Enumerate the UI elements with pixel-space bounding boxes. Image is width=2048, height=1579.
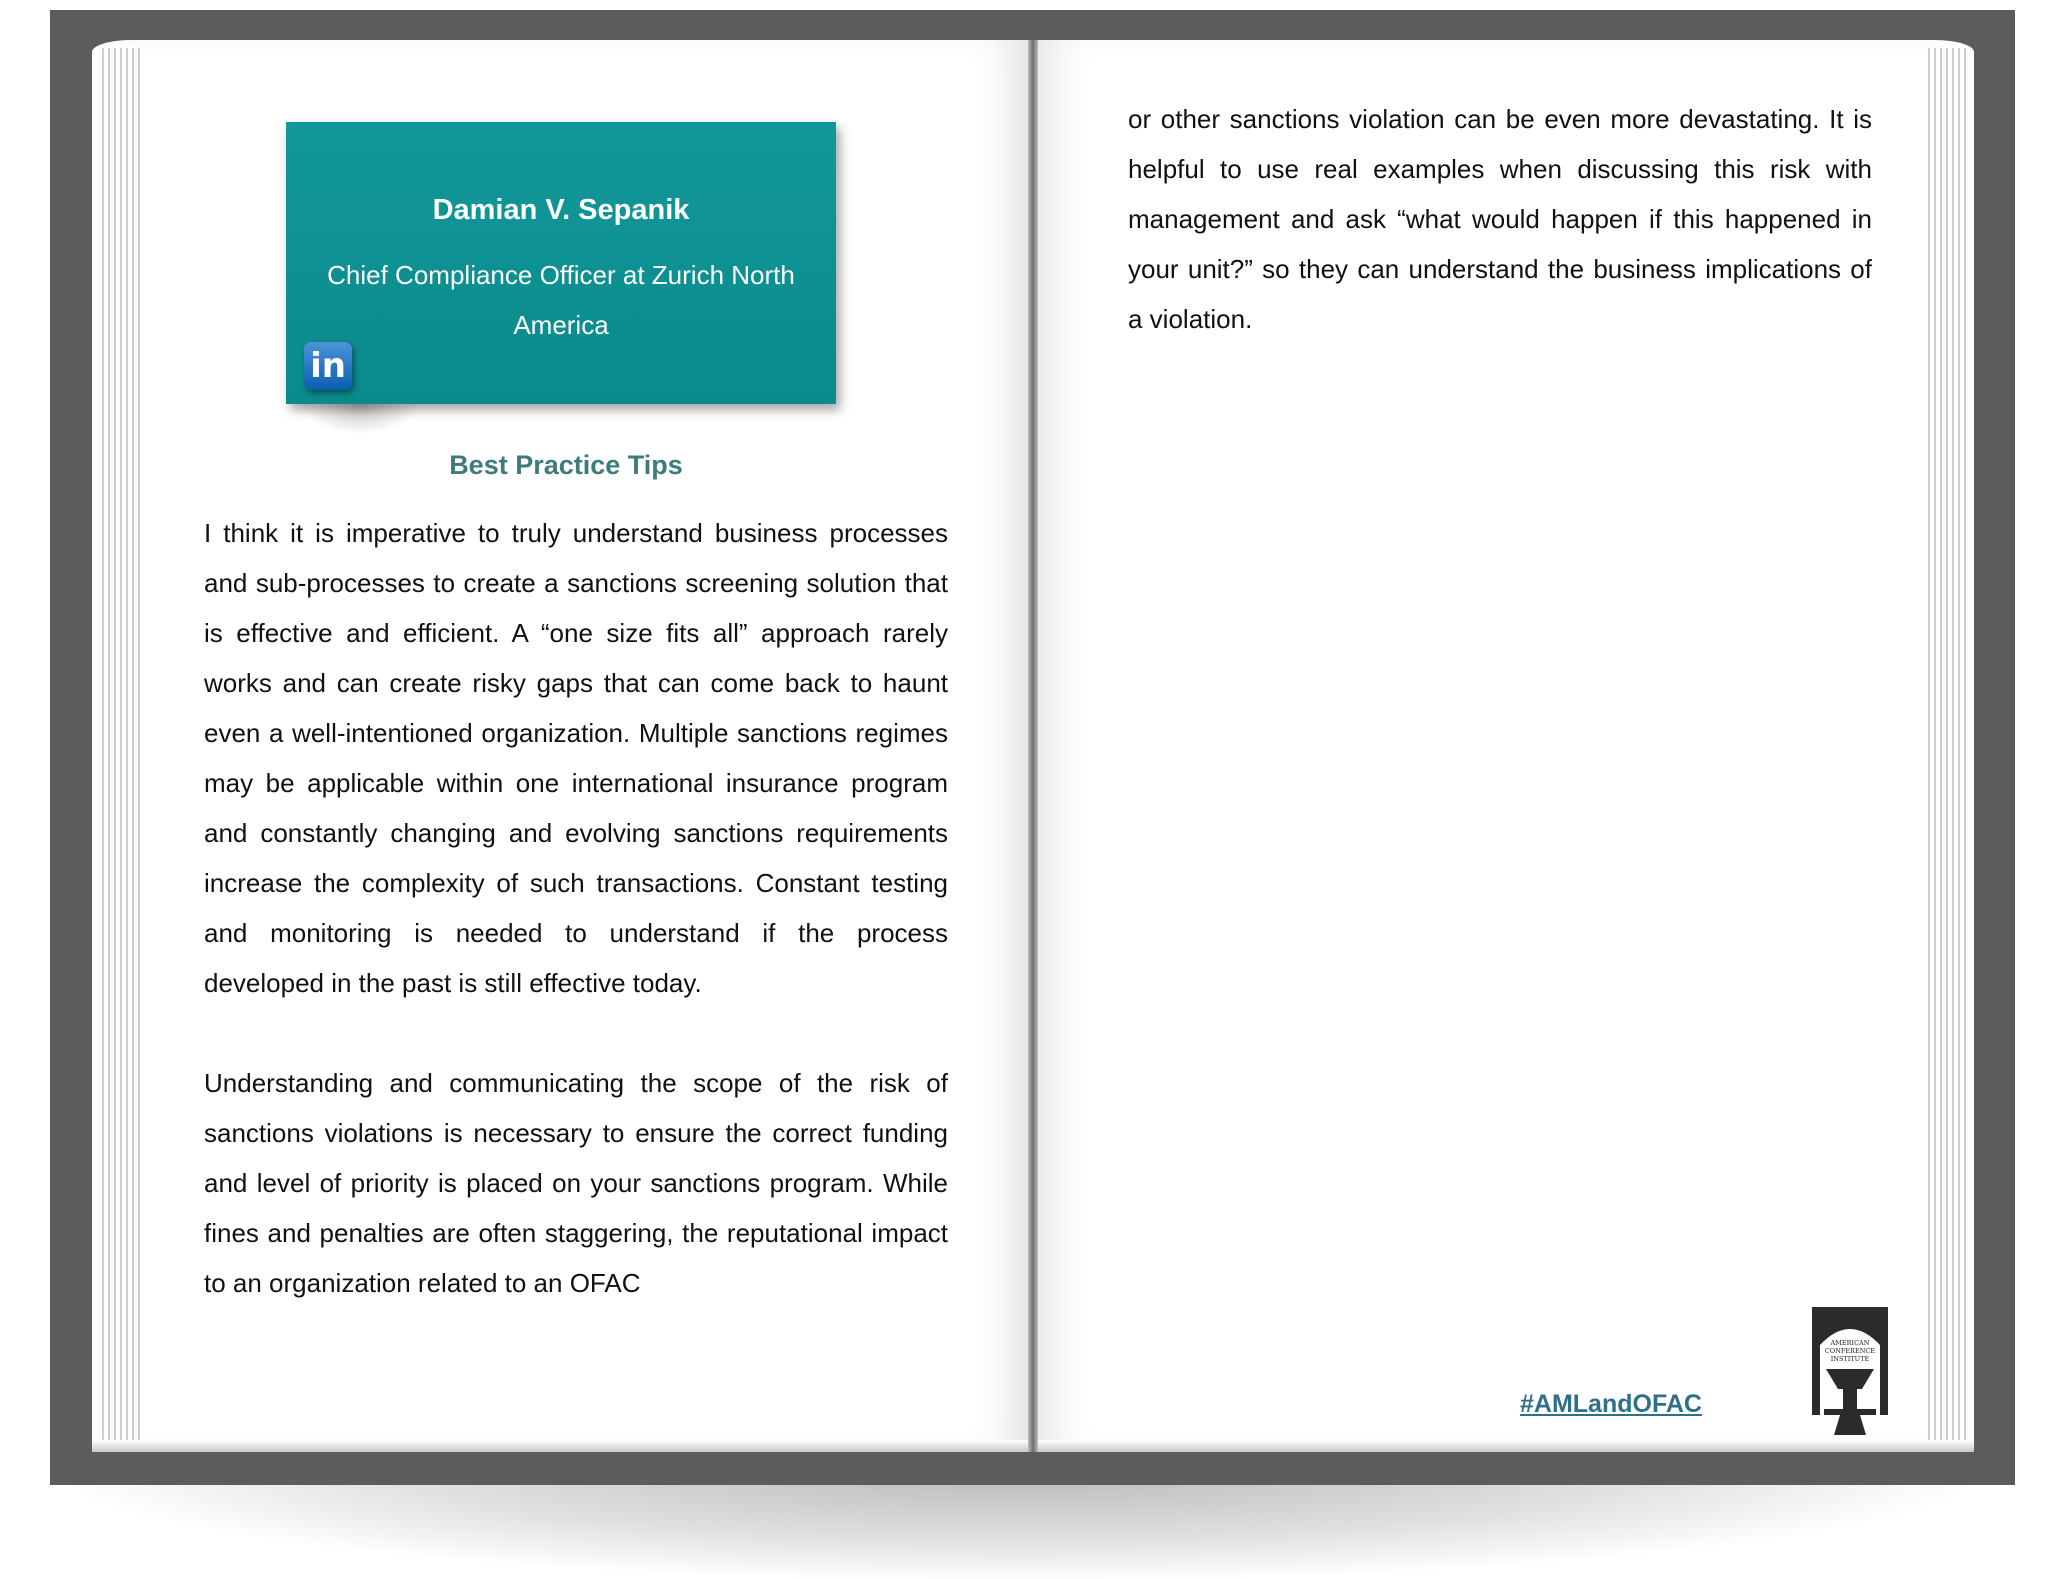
left-paragraph-2: Understanding and communicating the scope of the risk of sanctions violations is necessary to ensure the correct funding and level of priority is placed on your sanctions program. While fines and penalties are often staggering, the reputational impact to an organization related to an OFAC	[204, 1068, 948, 1298]
logo-text-line-1: AMERICAN	[1830, 1339, 1870, 1347]
left-paragraph-1: I think it is imperative to truly understand business processes and sub-processes to create a sanctions screening solution that is effective and efficient. A “one size fits all” approach rarely works and can create risky gaps that can come back to haunt even a well-intentioned organization. Multiple sanctions regimes may be applicable within one international insurance program and constantly changing and evolving sanctions requirements increase the complexity of such transactions. Constant testing and monitoring is needed to understand if the process developed in the past is still effective today.	[204, 518, 948, 998]
card-shadow	[300, 404, 420, 434]
book-spine	[1028, 40, 1038, 1452]
right-page-stack-edges	[1924, 48, 1970, 1440]
logo-text-line-2: CONFERENCE	[1824, 1347, 1876, 1355]
aci-logo-icon	[1810, 1305, 1890, 1437]
book-shadow	[70, 1470, 1970, 1579]
linkedin-icon[interactable]: in	[304, 342, 352, 390]
hashtag-link[interactable]: #AMLandOFAC	[1520, 1390, 1702, 1418]
author-role: Chief Compliance Officer at Zurich North America	[327, 260, 795, 340]
section-title: Best Practice Tips	[449, 450, 683, 480]
left-page-body	[204, 508, 948, 1308]
right-page-bottom-edge	[1034, 1440, 1974, 1452]
logo-text-line-3: INSTITUTE	[1830, 1355, 1870, 1363]
left-page-bottom-edge	[92, 1440, 1032, 1452]
author-card	[286, 122, 836, 404]
right-page-body	[1128, 94, 1872, 344]
author-name: Damian V. Sepanik	[432, 194, 690, 226]
left-page-stack-edges	[98, 48, 144, 1440]
right-paragraph-1: or other sanctions violation can be even more devastating. It is helpful to use real examples when discussing this risk with management and ask “what would happen if this happened in your unit?” so they can understand the business implications of a violation.	[1128, 104, 1872, 334]
